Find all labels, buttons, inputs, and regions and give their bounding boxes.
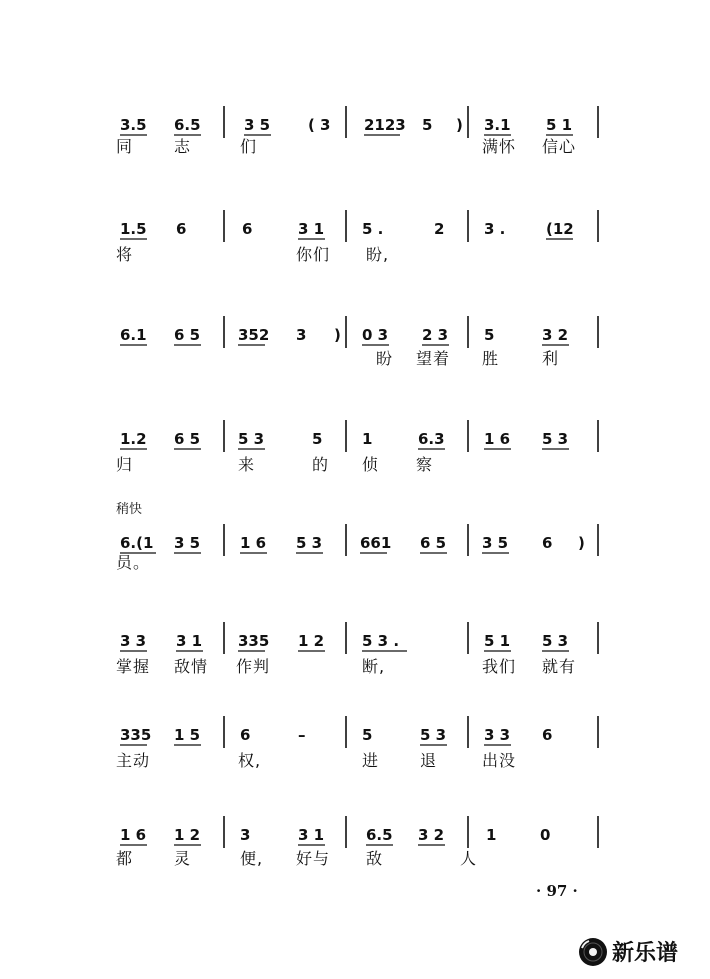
note-group: 6.5 bbox=[366, 826, 393, 844]
note-group: 3 . bbox=[484, 220, 506, 238]
note-group: 6 bbox=[240, 726, 251, 744]
note-group: – bbox=[298, 726, 306, 744]
note-group: 5 3 bbox=[420, 726, 447, 744]
note-group: 3 bbox=[320, 116, 331, 134]
note-group: 3 3 bbox=[484, 726, 511, 744]
note-group: 6.1 bbox=[120, 326, 147, 344]
lyric-word: 胜 bbox=[482, 349, 500, 368]
note-group: 335 bbox=[238, 632, 270, 650]
note-group: 6.3 bbox=[418, 430, 445, 448]
note-group: 1.5 bbox=[120, 220, 147, 238]
lyric-word: 员。 bbox=[116, 553, 151, 572]
note-group: 6 bbox=[176, 220, 187, 238]
page-number: · 97 · bbox=[536, 882, 578, 900]
lyric-word: 归 bbox=[116, 455, 134, 474]
lyric-word: 利 bbox=[542, 349, 560, 368]
note-group: 352 bbox=[238, 326, 270, 344]
lyric-word: 出没 bbox=[482, 751, 517, 770]
lyric-word: 盼, bbox=[366, 245, 390, 264]
note-group: 6.5 bbox=[174, 116, 201, 134]
lyric-word: 人 bbox=[460, 849, 478, 868]
lyric-word: 满怀 bbox=[482, 137, 517, 156]
note-group: 6.(1 bbox=[120, 534, 154, 552]
note-group: 6 5 bbox=[420, 534, 447, 552]
note-group: 3 bbox=[296, 326, 307, 344]
note-group: 1 6 bbox=[240, 534, 267, 552]
lyric-word: 权, bbox=[238, 751, 262, 770]
note-group: 5 1 bbox=[546, 116, 573, 134]
note-group: 3 5 bbox=[482, 534, 509, 552]
lyric-word: 将 bbox=[116, 245, 134, 264]
note-group: 1 2 bbox=[298, 632, 325, 650]
note-group: ( bbox=[308, 116, 315, 134]
lyric-word: 作判 bbox=[236, 657, 271, 676]
lyric-word: 的 bbox=[312, 455, 330, 474]
note-group: 3 1 bbox=[176, 632, 203, 650]
lyric-row bbox=[116, 452, 606, 476]
lyric-word: 就有 bbox=[542, 657, 577, 676]
lyric-word: 便, bbox=[240, 849, 264, 868]
lyric-row bbox=[116, 242, 606, 266]
note-group: 5 bbox=[312, 430, 323, 448]
note-group: 1 2 bbox=[174, 826, 201, 844]
lyric-word: 你们 bbox=[296, 245, 331, 264]
note-group: 5 bbox=[422, 116, 433, 134]
lyric-word: 都 bbox=[116, 849, 134, 868]
lyric-word: 望着 bbox=[416, 349, 451, 368]
note-group: 6 bbox=[542, 534, 553, 552]
note-group: 3 3 bbox=[120, 632, 147, 650]
note-group: 1 5 bbox=[174, 726, 201, 744]
note-group: 5 3 bbox=[296, 534, 323, 552]
lyric-row bbox=[116, 846, 606, 870]
lyric-word: 察 bbox=[416, 455, 434, 474]
note-group: ) bbox=[578, 534, 585, 552]
logo-text: 新乐谱 bbox=[612, 941, 679, 966]
lyric-row bbox=[116, 346, 606, 370]
note-group: 0 3 bbox=[362, 326, 389, 344]
lyric-word: 好与 bbox=[296, 849, 331, 868]
note-group: 5 bbox=[362, 726, 373, 744]
note-group: 3 5 bbox=[174, 534, 201, 552]
lyric-word: 盼 bbox=[376, 349, 394, 368]
record-disc-icon bbox=[578, 937, 608, 967]
note-group: 5 bbox=[484, 326, 495, 344]
lyric-word: 侦 bbox=[362, 455, 380, 474]
note-group: ) bbox=[334, 326, 341, 344]
lyric-row bbox=[116, 134, 606, 158]
lyric-word: 我们 bbox=[482, 657, 517, 676]
note-group: 5 3 bbox=[542, 430, 569, 448]
note-group: 5 3 bbox=[542, 632, 569, 650]
note-group: 3.1 bbox=[484, 116, 511, 134]
lyric-word: 主动 bbox=[116, 751, 151, 770]
lyric-word: 掌握 bbox=[116, 657, 151, 676]
note-group: 2123 bbox=[364, 116, 406, 134]
lyric-word: 志 bbox=[174, 137, 192, 156]
site-logo bbox=[578, 936, 678, 967]
lyric-word: 敌 bbox=[366, 849, 384, 868]
note-group: 3 2 bbox=[542, 326, 569, 344]
note-group: 335 bbox=[120, 726, 152, 744]
note-group: 1 bbox=[362, 430, 373, 448]
note-group: 5 1 bbox=[484, 632, 511, 650]
note-group: 3 1 bbox=[298, 220, 325, 238]
note-group: 661 bbox=[360, 534, 392, 552]
note-group: 1 6 bbox=[484, 430, 511, 448]
lyric-word: 灵 bbox=[174, 849, 192, 868]
lyric-row bbox=[116, 550, 606, 574]
note-group: 3 5 bbox=[244, 116, 271, 134]
lyric-word: 敌情 bbox=[174, 657, 209, 676]
lyric-word: 信心 bbox=[542, 137, 577, 156]
lyric-word: 退 bbox=[420, 751, 438, 770]
note-group: 6 bbox=[542, 726, 553, 744]
note-group: 3 bbox=[240, 826, 251, 844]
note-group: 5 3 bbox=[238, 430, 265, 448]
note-group: 0 bbox=[540, 826, 551, 844]
lyric-word: 进 bbox=[362, 751, 380, 770]
note-group: 3 1 bbox=[298, 826, 325, 844]
tempo-mark: 稍快 bbox=[116, 502, 143, 517]
note-group: 1 6 bbox=[120, 826, 147, 844]
lyric-word: 断, bbox=[362, 657, 386, 676]
lyric-row bbox=[116, 748, 606, 772]
lyric-word: 同 bbox=[116, 137, 134, 156]
note-group: 6 5 bbox=[174, 326, 201, 344]
note-group: 3 2 bbox=[418, 826, 445, 844]
note-group: 5 3 . bbox=[362, 632, 400, 650]
note-group: 6 bbox=[242, 220, 253, 238]
note-group: 6 5 bbox=[174, 430, 201, 448]
lyric-row bbox=[116, 654, 606, 678]
note-group: ) bbox=[456, 116, 463, 134]
note-group: 2 bbox=[434, 220, 445, 238]
note-group: 3.5 bbox=[120, 116, 147, 134]
lyric-word: 们 bbox=[240, 137, 258, 156]
note-group: 1 bbox=[486, 826, 497, 844]
note-group: 2 3 bbox=[422, 326, 449, 344]
note-group: (12 bbox=[546, 220, 574, 238]
note-group: 1.2 bbox=[120, 430, 147, 448]
note-group: 5 . bbox=[362, 220, 384, 238]
lyric-word: 来 bbox=[238, 455, 256, 474]
